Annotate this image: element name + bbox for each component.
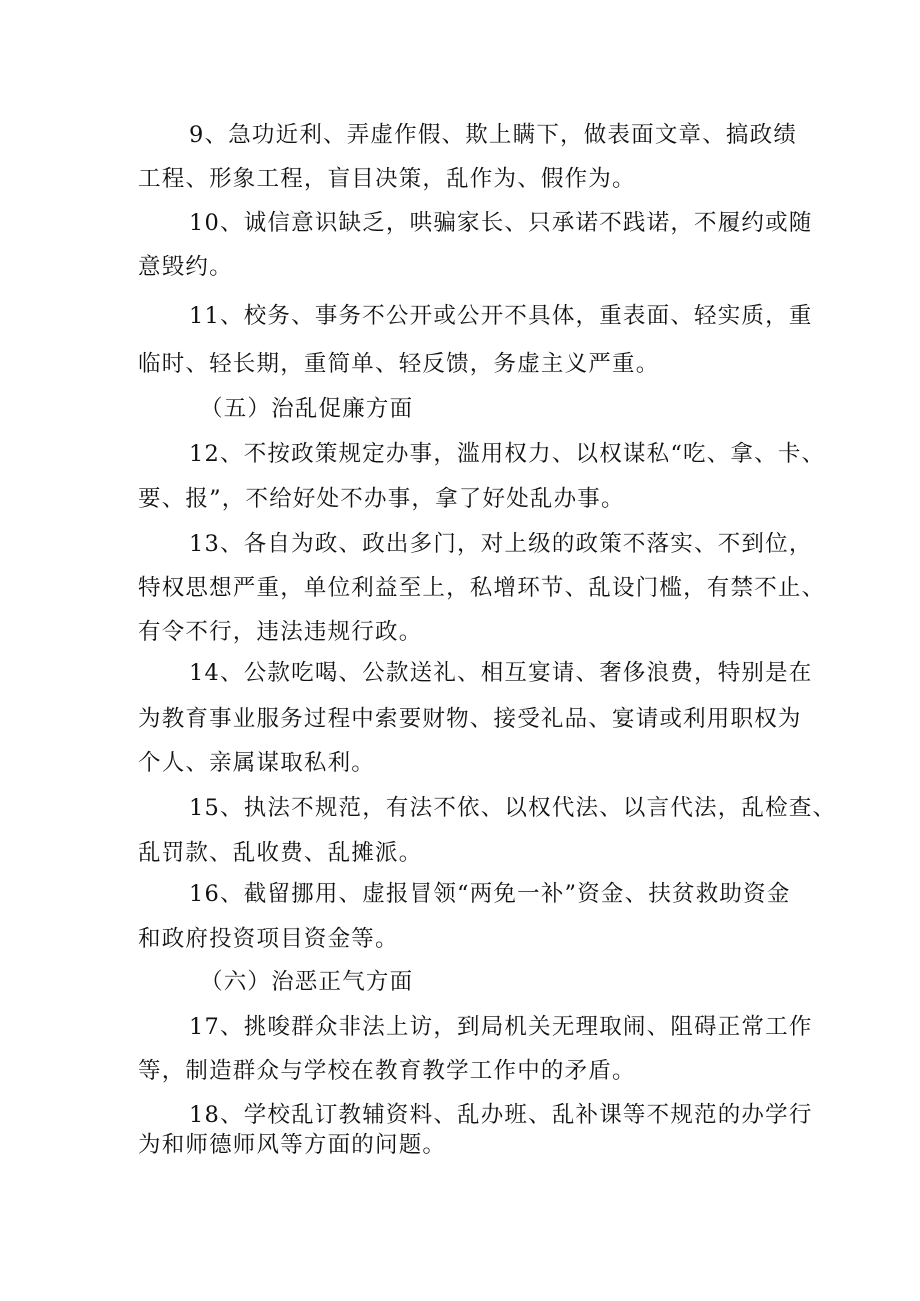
item-14-line-2: 为教育事业服务过程中索要财物、接受礼品、宴请或利用职权为 [138, 706, 802, 732]
item-15-line-2: 乱罚款、乱收费、乱摊派。 [138, 840, 423, 866]
section-5-heading: （五）治乱促廉方面 [200, 396, 414, 422]
item-9-line-1: 9、急功近利、弄虚作假、欺上瞒下，做表面文章、搞政绩 [189, 122, 798, 148]
item-16-line-1: 16、截留挪用、虚报冒领“两免一补”资金、扶贫救助资金 [189, 881, 791, 907]
item-10-line-2: 意毁约。 [138, 254, 233, 280]
item-10-line-1: 10、诚信意识缺乏，哄骗家长、只承诺不践诺，不履约或随 [189, 210, 813, 236]
item-17-line-1: 17、挑唆群众非法上访，到局机关无理取闹、阻碍正常工作 [189, 1014, 813, 1040]
section-6-heading: （六）治恶正气方面 [200, 969, 414, 995]
item-11-line-2: 临时、轻长期，重简单、轻反馈，务虚主义严重。 [138, 351, 660, 377]
item-12-line-2: 要、报”，不给好处不办事，拿了好处乱办事。 [138, 486, 625, 512]
item-15-line-1: 15、执法不规范，有法不依、以权代法、以言代法，乱检查、 [189, 795, 837, 821]
item-13-line-1: 13、各自为政、政出多门，对上级的政策不落实、不到位， [189, 531, 813, 557]
item-18-line-2: 为和师德师风等方面的问题。 [138, 1132, 447, 1158]
item-11-line-1: 11、校务、事务不公开或公开不具体，重表面、轻实质，重 [189, 303, 813, 329]
item-14-line-1: 14、公款吃喝、公款送礼、相互宴请、奢侈浪费，特别是在 [189, 660, 813, 686]
item-12-line-1: 12、不按政策规定办事，滥用权力、以权谋私“吃、拿、卡、 [189, 441, 826, 467]
item-16-line-2: 和政府投资项目资金等。 [138, 926, 399, 952]
item-18-line-1: 18、学校乱订教辅资料、乱办班、乱补课等不规范的办学行 [189, 1102, 813, 1128]
item-13-line-3: 有令不行，违法违规行政。 [138, 619, 423, 645]
item-17-line-2: 等，制造群众与学校在教育教学工作中的矛盾。 [138, 1058, 636, 1084]
item-13-line-2: 特权思想严重，单位利益至上，私增环节、乱设门槛，有禁不止、 [138, 575, 826, 601]
item-14-line-3: 个人、亲属谋取私利。 [138, 750, 376, 776]
item-9-line-2: 工程、形象工程，盲目决策，乱作为、假作为。 [138, 166, 636, 192]
